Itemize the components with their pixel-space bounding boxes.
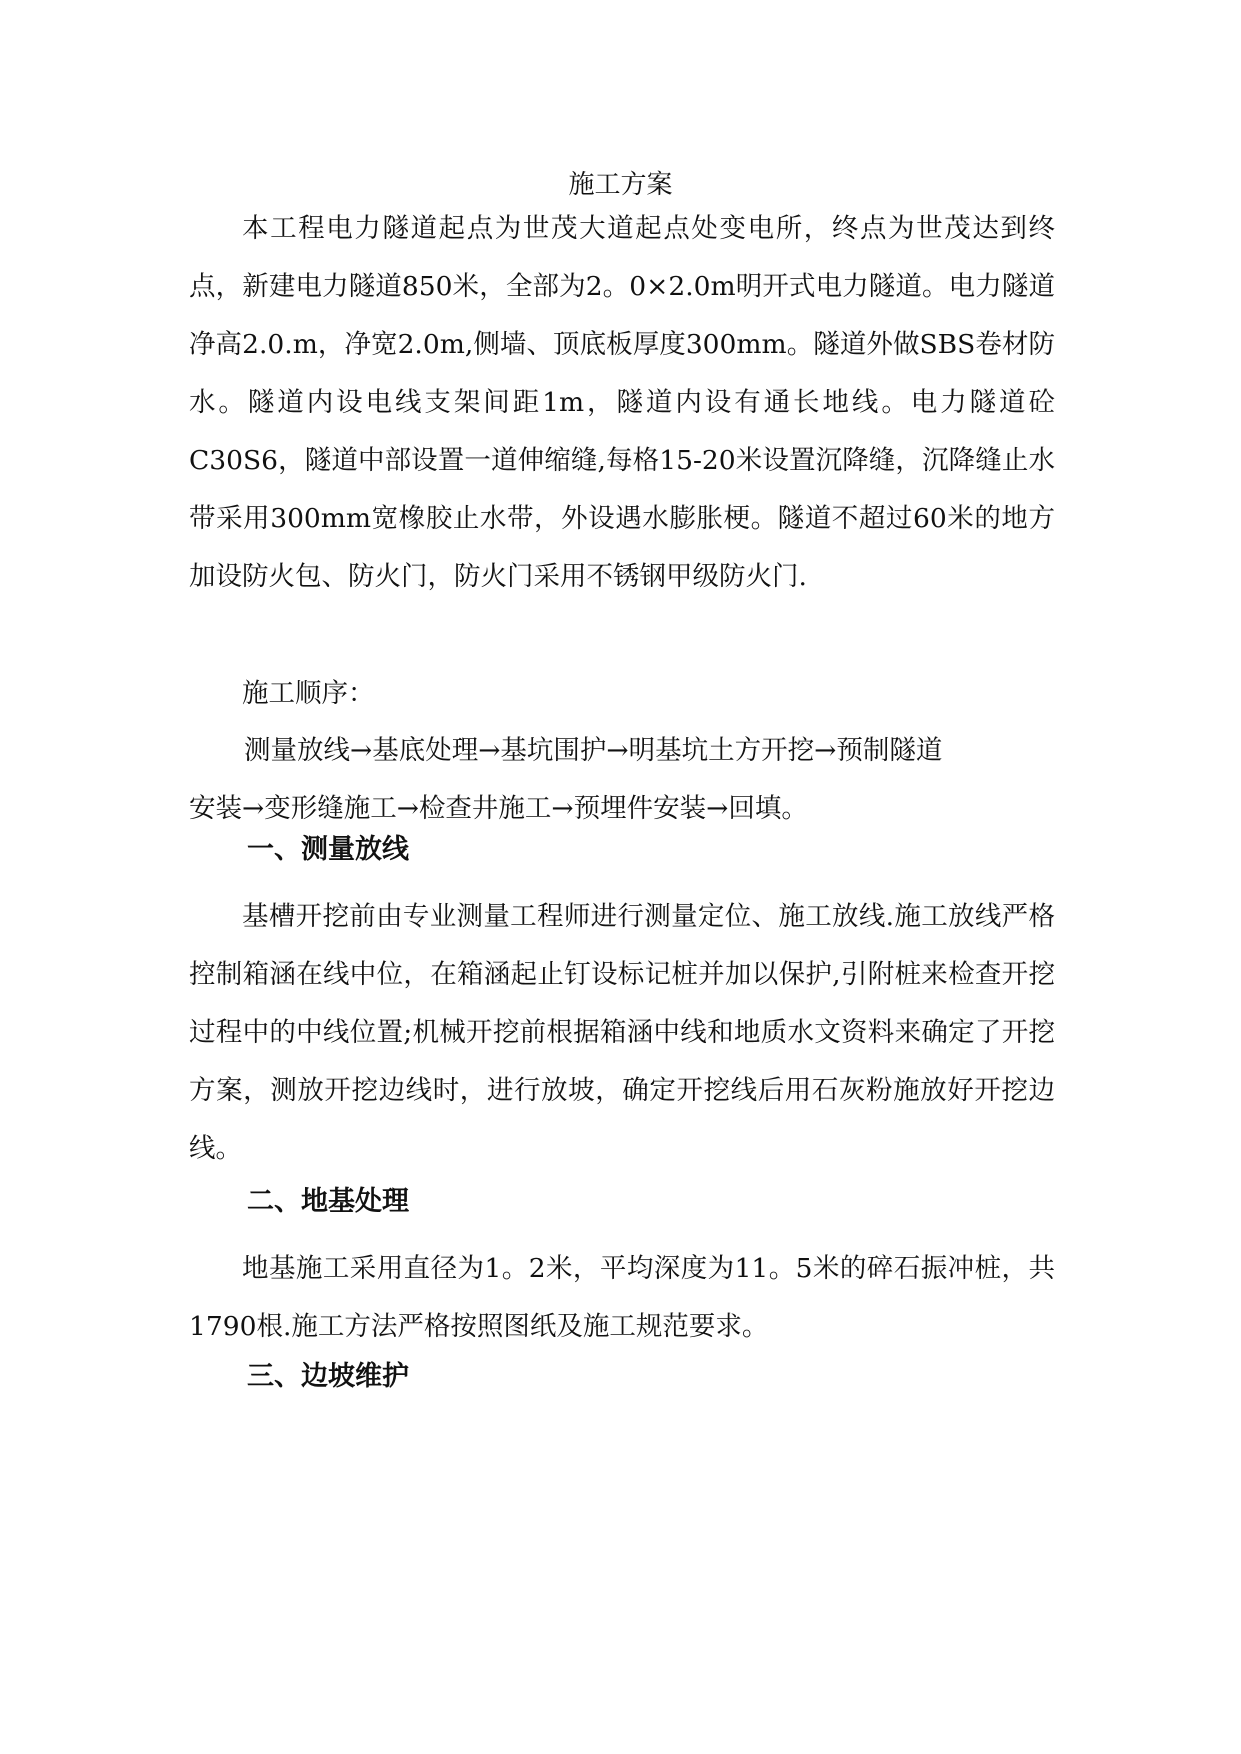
intro-paragraph: 本工程电力隧道起点为世茂大道起点处变电所，终点为世茂达到终点，新建电力隧道850米，全部为2。0×2.0m明开式电力隧道。电力隧道净高2.0.m，净宽2.0m,侧墙、顶底板厚度300mm。隧道外做SBS卷材防水。隧道内设电线支架间距1m，隧道内设有通长地线。电力隧道砼C30S6，隧道中部设置一道伸缩缝,每格15-20米设置沉降缝，沉降缝止水带采用300mm宽橡胶止水带，外设遇水膨胀梗。隧道不超过60米的地方加设防火包、防火门，防火门采用不锈钢甲级防火门. — [189, 213, 1055, 592]
sequence-line-2: 安装→变形缝施工→检查井施工→预埋件安装→回填。 — [189, 793, 808, 824]
section-3-heading: 三、边坡维护 — [247, 1361, 409, 1392]
sequence-label: 施工顺序： — [242, 678, 375, 709]
section-1-heading: 一、测量放线 — [247, 834, 409, 865]
document-title: 施工方案 — [568, 170, 673, 200]
section-2-body: 地基施工采用直径为1。2米，平均深度为11。5米的碎石振冲桩，共1790根.施工方法严格按照图纸及施工规范要求。 — [189, 1253, 1055, 1342]
section-1-body: 基槽开挖前由专业测量工程师进行测量定位、施工放线.施工放线严格控制箱涵在线中位，在箱涵起止钉设标记桩并加以保护,引附桩来检查开挖过程中的中线位置;机械开挖前根据箱涵中线和地质水文资料来确定了开挖方案，测放开挖边线时，进行放坡，确定开挖线后用石灰粉施放好开挖边线。 — [189, 901, 1055, 1164]
sequence-line-1: 测量放线→基底处理→基坑围护→明基坑土方开挖→预制隧道 — [244, 735, 943, 766]
section-2-heading: 二、地基处理 — [247, 1186, 409, 1217]
